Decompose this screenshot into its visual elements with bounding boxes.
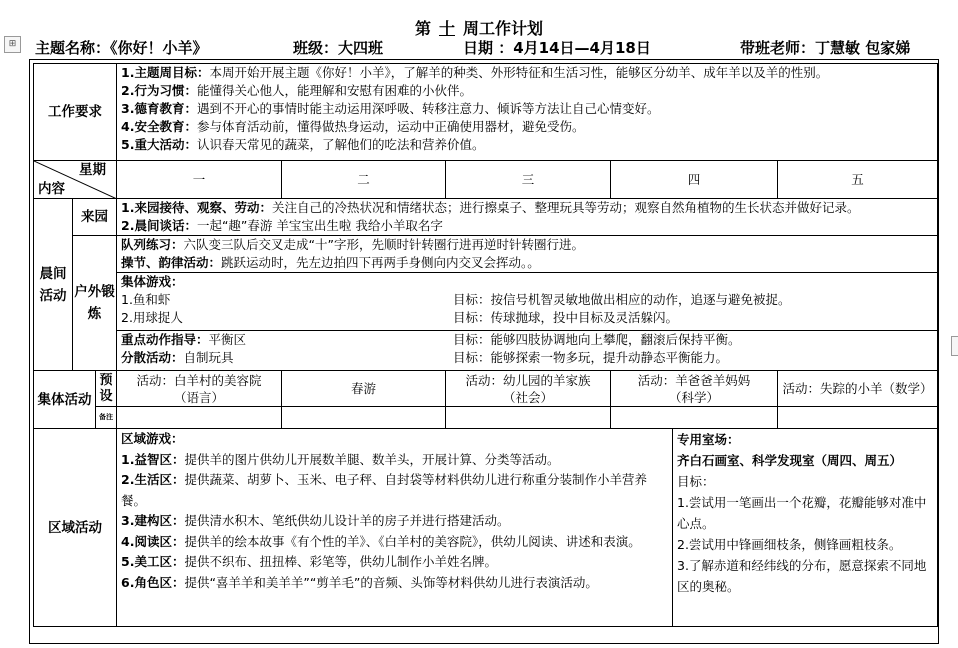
class-name: 班级：大四班	[293, 39, 384, 57]
collective-fri: 活动：失踪的小羊（数学）	[778, 371, 938, 407]
games-row	[34, 273, 938, 371]
arrival-label: 来园	[73, 199, 117, 236]
requirements-label: 工作要求	[34, 64, 117, 161]
collective-thu: 活动：羊爸爸羊妈妈 （科学）	[611, 371, 778, 407]
special-rooms: 专用室场： 齐白石画室、科学发现室（周四、周五） 目标： 1.尝试用一笔画出一个花瓣，花瓣能够对准中心点。 2.尝试用中锋画细枝条，侧锋画粗枝条。 3.了解赤道和经纬线的分布，愿意探索不同地区的奥秘。	[673, 429, 938, 627]
morning-label: 晨间活动	[34, 199, 73, 371]
collective-wed: 活动：幼儿园的羊家族 （社会）	[446, 371, 611, 407]
collective-label: 集体活动	[34, 371, 96, 429]
area-item: 3.建构区：提供清水积木、笔纸供幼儿设计羊的房子并进行搭建活动。	[121, 513, 510, 528]
day-wed: 三	[446, 161, 611, 199]
table-move-handle-icon[interactable]: ⊞	[4, 36, 21, 53]
date-range: 日期 ：4月14日—4月18日	[463, 39, 651, 57]
requirements-content: 1.主题周目标：本周开始开展主题《你好！小羊》，了解羊的种类、外形特征和生活习性，能够区分幼羊、成年羊以及羊的性别。 2.行为习惯：能懂得关心他人，能理解和安慰有困难的小伙伴。 3.德育教育：遇到不开心的事情时能主动运用深呼吸、转移注意力、倾诉等方法让自己心情变好。 4.安全教育：参与体育活动前，懂得做热身运动，运动中正确使用器材，避免受伤。 5.重大活动：认识春天常见的蔬菜，了解他们的吃法和营养价值。	[117, 64, 938, 161]
resize-handle[interactable]	[951, 336, 958, 356]
drill-content: 队列练习：六队变三队后交叉走成“十”字形，先顺时针转圈行进再逆时针转圈行进。 操节、韵律活动：跳跃运动时，先左边拍四下再两手身侧向内交叉会挥动。。	[117, 236, 938, 273]
collective-tue: 春游	[282, 371, 446, 407]
area-item: 6.角色区：提供“喜羊羊和美羊羊”“剪羊毛”的音频、头饰等材料供幼儿进行表演活动。	[121, 574, 598, 590]
day-thu: 四	[611, 161, 778, 199]
area-item: 4.阅读区：提供羊的绘本故事《有个性的羊》、《白羊村的美容院》，供幼儿阅读、讲述和表演。	[121, 533, 641, 549]
arrival-content: 1.来园接待、观察、劳动：关注自己的冷热状况和情绪状态；进行擦桌子、整理玩具等劳动；观察自然角植物的生长状态并做好记录。 2.晨间谈话：一起“趣”春游 羊宝宝出生啦 我给小羊取名字	[117, 199, 938, 236]
game-item: 2.用球捉人	[121, 310, 183, 325]
day-tue: 二	[282, 161, 446, 199]
area-games: 区域游戏： 1.益智区：提供羊的图片供幼儿开展数羊腿、数羊头，开展计算、分类等活动。 2.生活区：提供蔬菜、胡萝卜、玉米、电子秤、自封袋等材料供幼儿进行称重分装制作小羊营养餐。 3.建构区：提供清水积木、笔纸供幼儿设计羊的房子并进行搭建活动。 4.阅读区：提供羊的绘本故事《有个性的羊》、《白羊村的美容院》，供幼儿阅读、讲述和表演。 5.美工区：提供不织布、扭扭棒、彩笔等，供幼儿制作小羊姓名牌。 6.角色区：提供“喜羊羊和美羊羊”“剪羊毛”的音频、头饰等材料供幼儿进行表演活动。	[117, 429, 673, 627]
game-goal: 目标：按信号机智灵敏地做出相应的动作，追逐与避免被捉。	[453, 292, 791, 307]
weekday-header-row	[34, 161, 938, 199]
drill-row	[34, 236, 938, 273]
outdoor-label: 户外锻炼	[73, 236, 117, 371]
note-label: 备注	[96, 407, 117, 429]
game-goal: 目标：传球抛球，投中目标及灵活躲闪。	[453, 310, 679, 325]
area-item: 2.生活区：提供蔬菜、胡萝卜、玉米、电子秤、自封袋等材料供幼儿进行称重分装制作小羊营养餐。	[121, 472, 647, 508]
area-row	[34, 429, 938, 627]
weekly-plan-table	[33, 63, 938, 627]
diagonal-header-cell: 星期 内容	[34, 161, 117, 199]
teacher-names: 带班老师：丁慧敏 包家娣	[740, 39, 911, 57]
theme-name: 主题名称：《你好！小羊》	[35, 39, 208, 57]
day-mon: 一	[117, 161, 282, 199]
note-row	[34, 407, 938, 429]
area-item: 5.美工区：提供不织布、扭扭棒、彩笔等，供幼儿制作小羊姓名牌。	[121, 554, 497, 569]
area-item: 1.益智区：提供羊的图片供幼儿开展数羊腿、数羊头，开展计算、分类等活动。	[121, 451, 560, 467]
collective-row	[34, 371, 938, 407]
day-fri: 五	[778, 161, 938, 199]
week-number: 十	[438, 19, 455, 38]
arrival-row	[34, 199, 938, 236]
games-content: 集体游戏： 1.鱼和虾 目标：按信号机智灵敏地做出相应的动作，追逐与避免被捉。 2.用球捉人 目标：传球抛球，投中目标及灵活躲闪。 重点动作指导：平衡区 目标：能够四肢协调地向上攀爬，翻滚后保持平衡。 分散活动：自制玩具 目标：能够探索一物多玩，提升动静态平衡能力。	[117, 273, 938, 371]
area-label: 区域活动	[34, 429, 117, 627]
preset-label: 预设	[96, 371, 117, 407]
requirements-row	[34, 64, 938, 161]
game-item: 1.鱼和虾	[121, 292, 171, 307]
collective-mon: 活动：白羊村的美容院 （语言）	[117, 371, 282, 407]
page-title: 第 十 周工作计划	[414, 19, 544, 38]
